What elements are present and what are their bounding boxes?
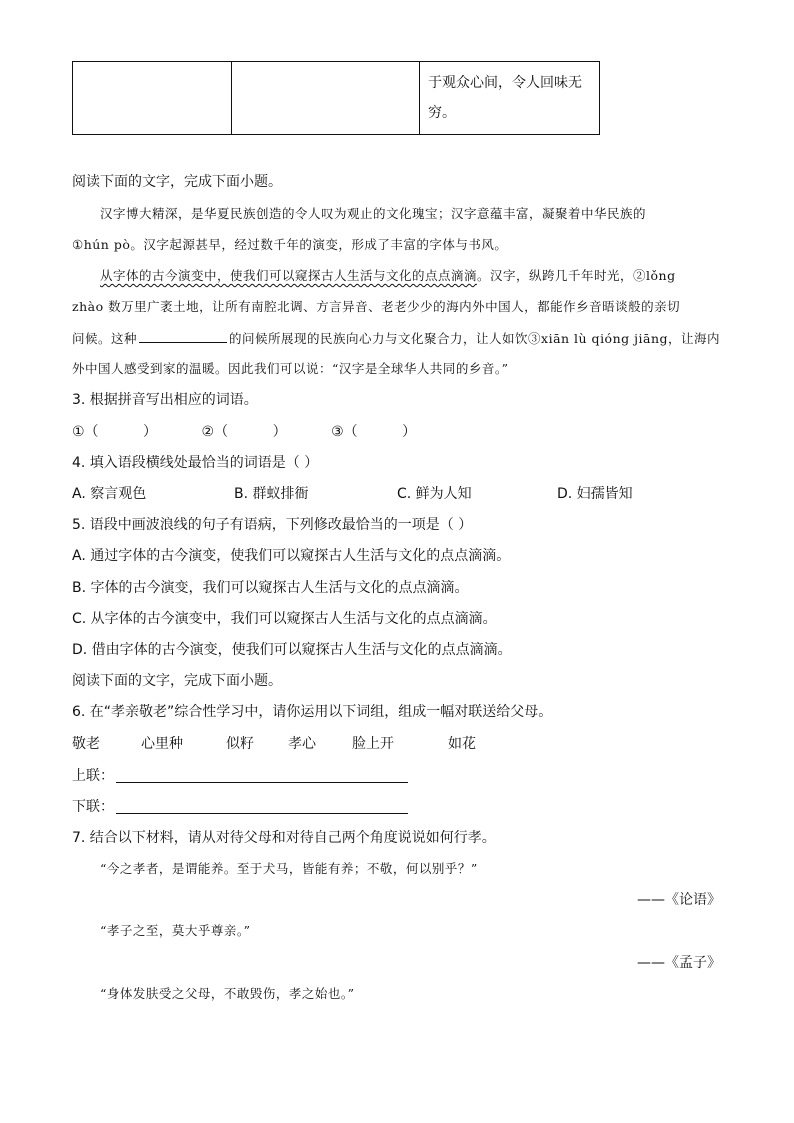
passage-p2-line2: zhào 数万里广袤土地，让所有南腔北调、方言异音、老老少少的海内外中国人，都能作乡音晤谈般的亲切 bbox=[72, 299, 681, 314]
passage-p2-line4: 外中国人感受到家的温暖。因此我们可以说：“汉字是全球华人共同的乡音。” bbox=[72, 361, 509, 376]
upper-couplet-answer-line bbox=[116, 782, 408, 783]
fill-blank-line bbox=[139, 328, 227, 343]
q4-stem: 4. 填入语段横线处最恰当的词语是（ ） bbox=[72, 455, 319, 471]
passage-p2-line1-rest: 。汉字，纵跨几千年时光，②lǒng bbox=[477, 268, 676, 283]
q7-stem: 7. 结合以下材料，请从对待父母和对待自己两个角度说说如何行孝。 bbox=[72, 830, 496, 846]
q6-word-6: 如花 bbox=[448, 736, 476, 752]
table-cell-2 bbox=[232, 62, 420, 135]
q7-quote-1: “今之孝者，是谓能养。至于犬马，皆能有养；不敬，何以别乎？” bbox=[100, 861, 478, 876]
table-cell-text-line1: 于观众心间，令人回味无 bbox=[428, 75, 582, 91]
passage-p2-line1 bbox=[100, 266, 676, 284]
q4-option-b: B. 群蚁排衙 bbox=[234, 486, 309, 502]
q6-word-2: 心里种 bbox=[141, 736, 183, 752]
q7-source-2: ——《孟子》 bbox=[637, 955, 721, 971]
passage-p1-line2-text: ①hún pò。汉字起源甚早，经过数千年的演变，形成了丰富的字体与书风。 bbox=[72, 237, 508, 252]
passage-p2-line3-a: 问候。这种 bbox=[72, 331, 138, 346]
q5-option-b: B. 字体的古今演变，我们可以窥探古人生活与文化的点点滴滴。 bbox=[72, 580, 469, 596]
lower-couplet-answer-line bbox=[116, 813, 408, 814]
passage-p1-line2 bbox=[72, 235, 507, 253]
answer-table bbox=[72, 61, 600, 135]
q6-word-1: 敬老 bbox=[72, 736, 100, 752]
q7-quote-3: “身体发肤受之父母，不敢毁伤，孝之始也。” bbox=[100, 986, 355, 1001]
wavy-underlined-sentence: 从字体的古今演变中，使我们可以窥探古人生活与文化的点点滴滴 bbox=[100, 268, 478, 283]
q4-option-c: C. 鲜为人知 bbox=[397, 486, 472, 502]
q7-source-1: ——《论语》 bbox=[637, 892, 721, 908]
lower-couplet-label: 下联： bbox=[72, 799, 114, 815]
section1-instruction: 阅读下面的文字，完成下面小题。 bbox=[72, 174, 282, 190]
q6-word-4: 孝心 bbox=[288, 736, 316, 752]
q3-blanks: ①（ ） ②（ ） ③（ ） bbox=[72, 424, 417, 440]
q7-quote-2: “孝子之至，莫大乎尊亲。” bbox=[100, 923, 251, 938]
q5-stem: 5. 语段中画波浪线的句子有语病，下列修改最恰当的一项是（ ） bbox=[72, 517, 473, 533]
table-cell-1 bbox=[73, 62, 232, 135]
q6-word-5: 脸上开 bbox=[352, 736, 394, 752]
q6-word-3: 似籽 bbox=[226, 736, 254, 752]
upper-couplet-label: 上联： bbox=[72, 768, 114, 784]
passage-p1-line1: 汉字博大精深，是华夏民族创造的令人叹为观止的文化瑰宝；汉字意蕴丰富，凝聚着中华民族的 bbox=[100, 206, 647, 221]
table-cell-3 bbox=[420, 62, 600, 135]
q4-option-d: D. 妇孺皆知 bbox=[557, 486, 633, 502]
q3-stem: 3. 根据拼音写出相应的词语。 bbox=[72, 392, 258, 408]
passage-p2-line3 bbox=[72, 328, 720, 347]
table-cell-text-line2: 穷。 bbox=[428, 105, 456, 121]
section2-instruction: 阅读下面的文字，完成下面小题。 bbox=[72, 673, 282, 689]
q5-option-c: C. 从字体的古今演变中，我们可以窥探古人生活与文化的点点滴滴。 bbox=[72, 611, 497, 627]
q5-option-a: A. 通过字体的古今演变，使我们可以窥探古人生活与文化的点点滴滴。 bbox=[72, 548, 511, 564]
passage-p2-line3-b: 的问候所展现的民族向心力与文化聚合力，让人如饮③xiān lù qióng jiāng，让海内 bbox=[229, 331, 720, 346]
q4-option-a: A. 察言观色 bbox=[72, 486, 147, 502]
q6-stem: 6. 在“孝亲敬老”综合性学习中，请你运用以下词组，组成一幅对联送给父母。 bbox=[72, 704, 553, 720]
q5-option-d: D. 借由字体的古今演变，使我们可以窥探古人生活与文化的点点滴滴。 bbox=[72, 642, 512, 658]
